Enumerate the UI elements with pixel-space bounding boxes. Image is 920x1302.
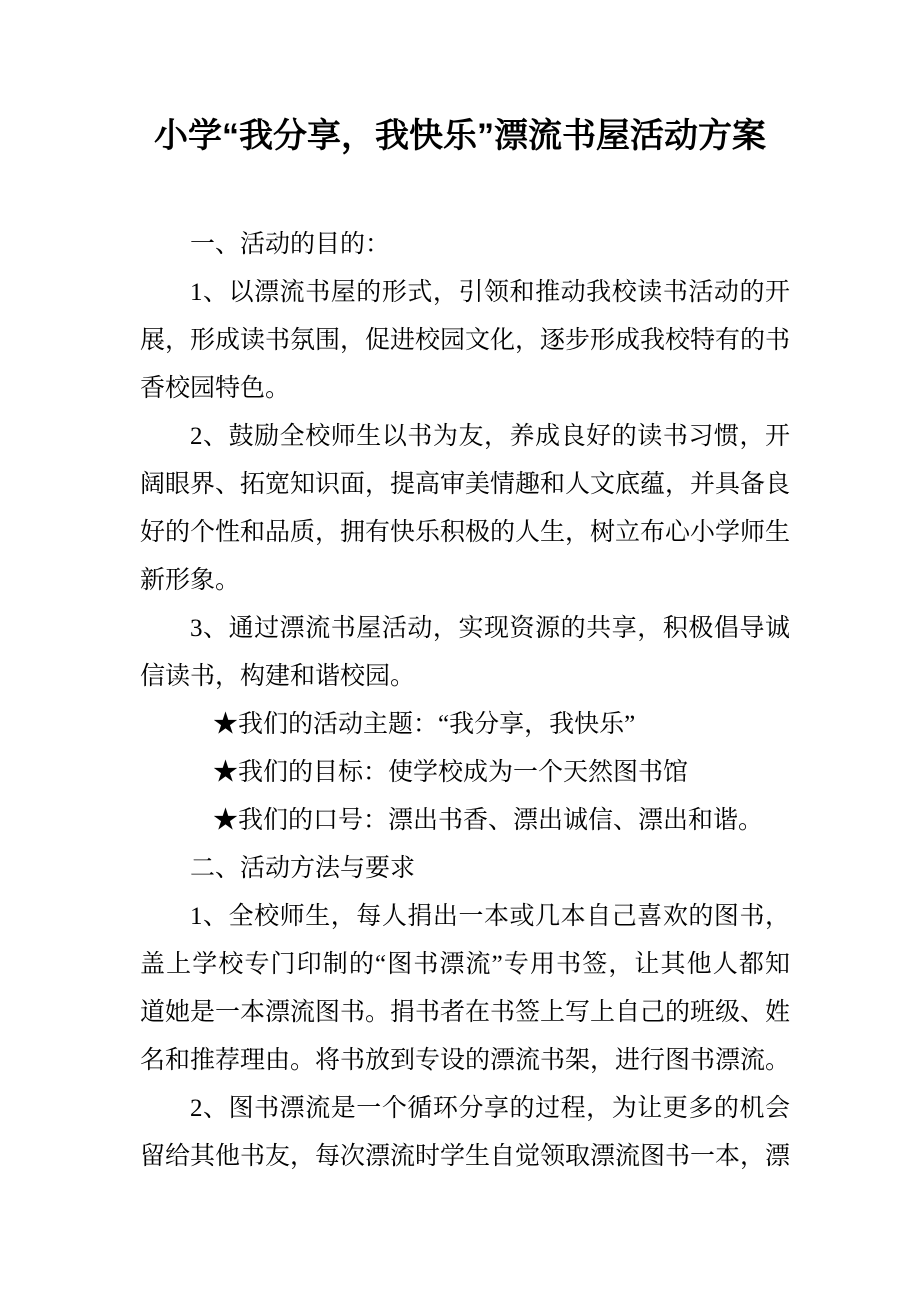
text-line: 道她是一本漂流图书。捐书者在书签上写上自己的班级、姓 xyxy=(140,999,791,1026)
text-line: 展，形成读书氛围，促进校园文化，逐步形成我校特有的书 xyxy=(140,327,791,354)
section-heading-1: 一、活动的目的： xyxy=(190,231,391,258)
star-bullet-slogan: ★我们的口号：漂出书香、漂出诚信、漂出和谐。 xyxy=(213,807,764,834)
text-line: 好的个性和品质，拥有快乐积极的人生，树立布心小学师生 xyxy=(140,519,791,546)
text-line: 留给其他书友，每次漂流时学生自觉领取漂流图书一本，漂 xyxy=(140,1143,791,1170)
text-line: 1、全校师生，每人捐出一本或几本自己喜欢的图书， xyxy=(190,903,790,930)
text-line: 3、通过漂流书屋活动，实现资源的共享，积极倡导诚 xyxy=(190,615,790,642)
text-line: 新形象。 xyxy=(140,567,241,594)
text-line: 盖上学校专门印制的“图书漂流”专用书签，让其他人都知 xyxy=(140,951,790,978)
document-body xyxy=(140,221,790,1181)
star-bullet-goal: ★我们的目标：使学校成为一个天然图书馆 xyxy=(213,759,689,786)
text-line: 名和推荐理由。将书放到专设的漂流书架，进行图书漂流。 xyxy=(140,1047,791,1074)
section-heading-2: 二、活动方法与要求 xyxy=(190,855,416,882)
text-line: 香校园特色。 xyxy=(140,375,291,402)
text-line: 2、鼓励全校师生以书为友，养成良好的读书习惯，开 xyxy=(190,423,790,450)
text-line: 1、以漂流书屋的形式，引领和推动我校读书活动的开 xyxy=(190,279,790,306)
text-line: 信读书，构建和谐校园。 xyxy=(140,663,416,690)
text-line: 2、图书漂流是一个循环分享的过程，为让更多的机会 xyxy=(190,1095,790,1122)
star-bullet-theme: ★我们的活动主题：“我分享，我快乐” xyxy=(213,711,636,738)
document-title: 小学“我分享，我快乐”漂流书屋活动方案 xyxy=(154,117,766,155)
text-line: 阔眼界、拓宽知识面，提高审美情趣和人文底蕴，并具备良 xyxy=(140,471,791,498)
